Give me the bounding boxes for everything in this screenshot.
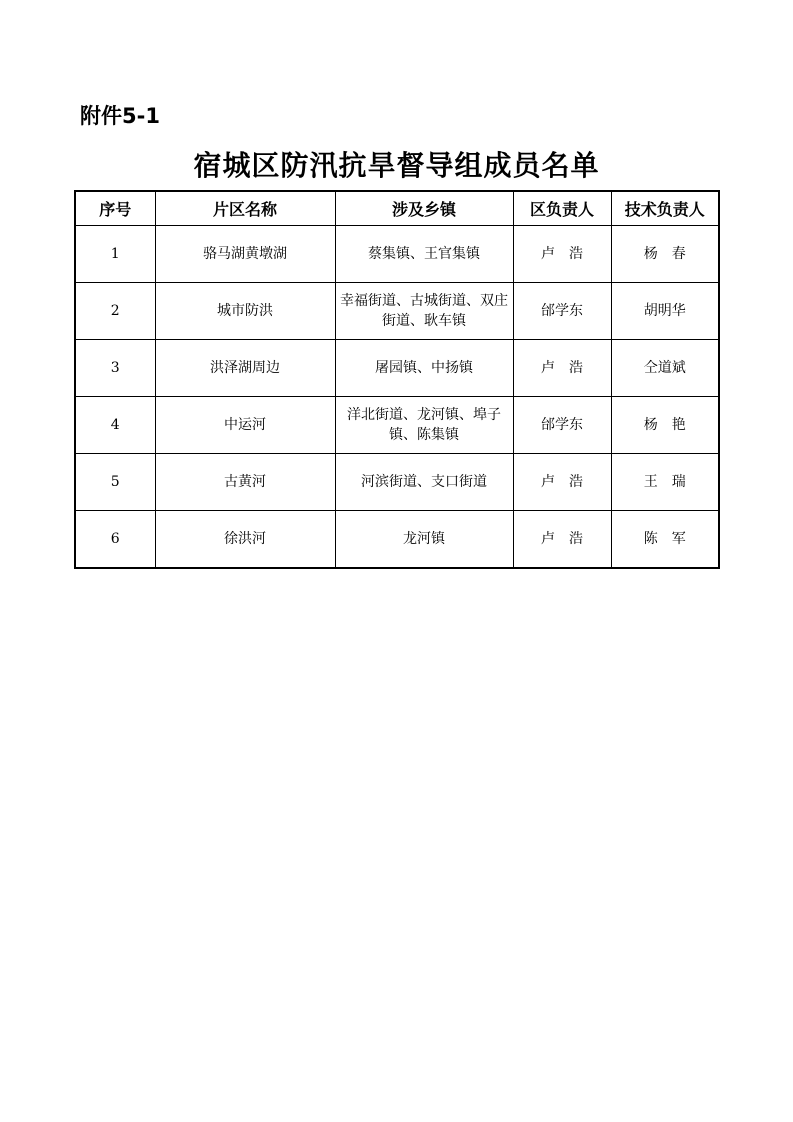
cell-area: 中运河 [155, 397, 335, 454]
supervision-group-table [74, 190, 720, 569]
cell-no: 6 [75, 511, 155, 569]
table-header-row [75, 191, 719, 226]
cell-no: 3 [75, 340, 155, 397]
cell-area: 古黄河 [155, 454, 335, 511]
cell-district-lead: 邰学东 [513, 397, 611, 454]
table-row [75, 454, 719, 511]
cell-no: 4 [75, 397, 155, 454]
attachment-label: 附件5-1 [80, 104, 160, 128]
cell-towns: 蔡集镇、王官集镇 [335, 226, 513, 283]
header-district-lead: 区负责人 [513, 191, 611, 226]
header-no: 序号 [75, 191, 155, 226]
page-title: 宿城区防汛抗旱督导组成员名单 [193, 149, 600, 182]
cell-tech-lead: 杨 春 [611, 226, 719, 283]
header-tech-lead: 技术负责人 [611, 191, 719, 226]
cell-tech-lead: 陈 军 [611, 511, 719, 569]
cell-district-lead: 卢 浩 [513, 340, 611, 397]
cell-district-lead: 卢 浩 [513, 511, 611, 569]
cell-district-lead: 邰学东 [513, 283, 611, 340]
cell-area: 徐洪河 [155, 511, 335, 569]
cell-no: 2 [75, 283, 155, 340]
table-row [75, 340, 719, 397]
cell-no: 1 [75, 226, 155, 283]
table-row [75, 226, 719, 283]
cell-no: 5 [75, 454, 155, 511]
cell-area: 洪泽湖周边 [155, 340, 335, 397]
table-row [75, 511, 719, 569]
cell-tech-lead: 王 瑞 [611, 454, 719, 511]
cell-towns: 幸福街道、古城街道、双庄街道、耿车镇 [335, 283, 513, 340]
table-row [75, 397, 719, 454]
cell-district-lead: 卢 浩 [513, 226, 611, 283]
cell-tech-lead: 杨 艳 [611, 397, 719, 454]
cell-area: 城市防洪 [155, 283, 335, 340]
header-towns: 涉及乡镇 [335, 191, 513, 226]
cell-towns: 洋北街道、龙河镇、埠子镇、陈集镇 [335, 397, 513, 454]
cell-towns: 龙河镇 [335, 511, 513, 569]
cell-district-lead: 卢 浩 [513, 454, 611, 511]
cell-area: 骆马湖黄墩湖 [155, 226, 335, 283]
cell-tech-lead: 胡明华 [611, 283, 719, 340]
cell-towns: 河滨街道、支口街道 [335, 454, 513, 511]
cell-tech-lead: 仝道斌 [611, 340, 719, 397]
cell-towns: 屠园镇、中扬镇 [335, 340, 513, 397]
header-area: 片区名称 [155, 191, 335, 226]
table-row [75, 283, 719, 340]
